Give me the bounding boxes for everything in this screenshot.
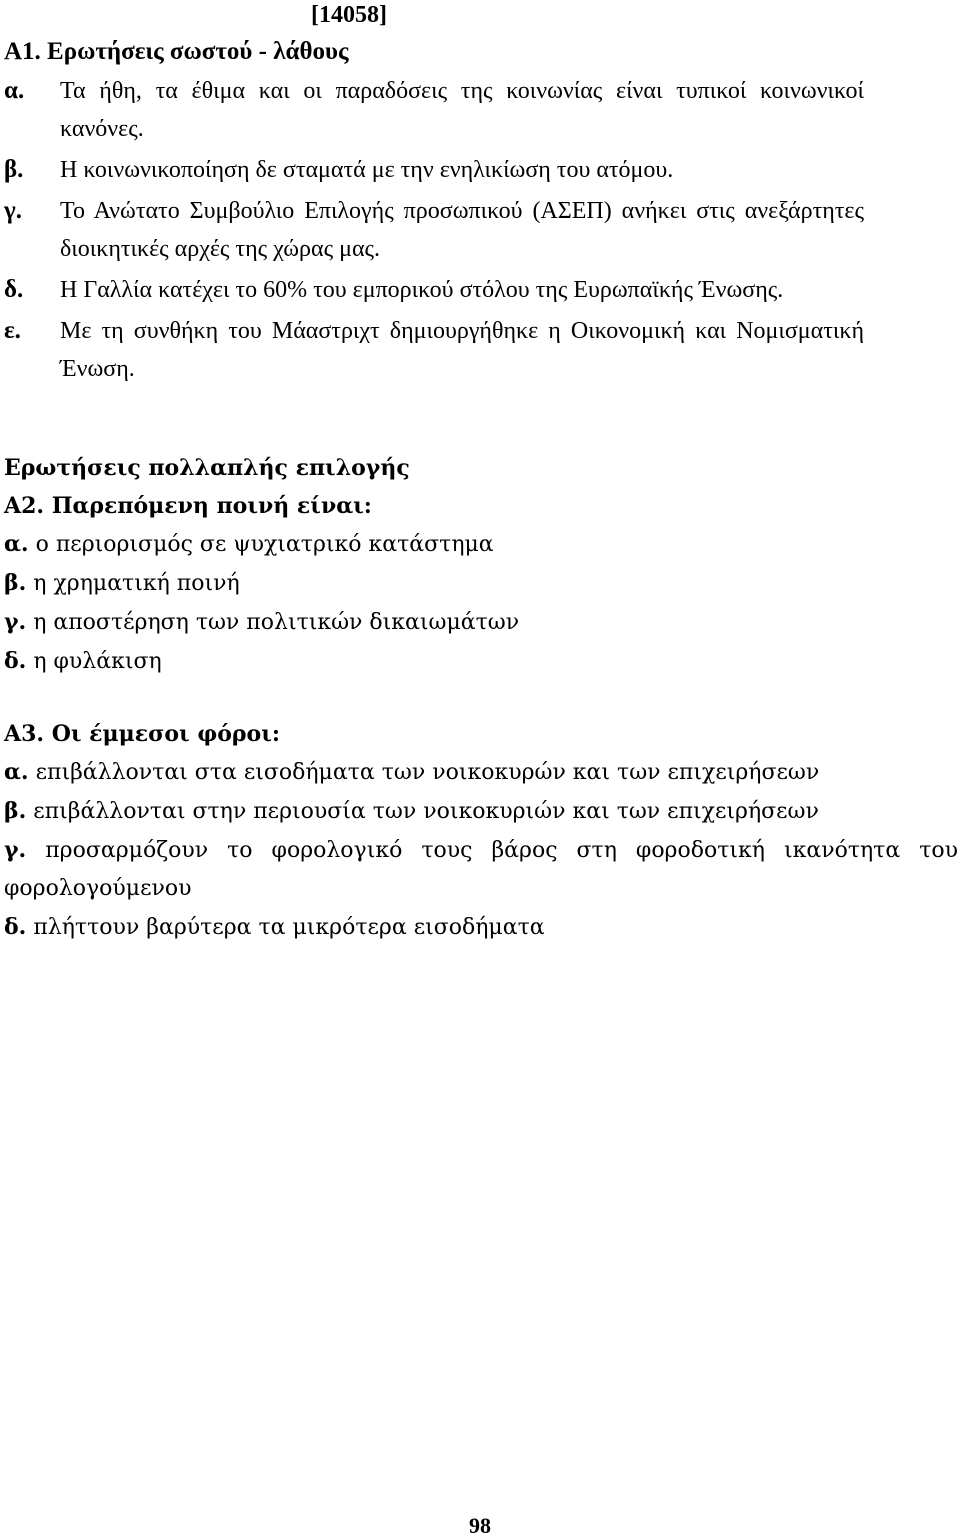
option-letter: α. [4,531,29,557]
option-letter: γ. [4,609,27,635]
option-item [4,603,958,642]
option-text: επιβάλλονται στα εισοδήματα των νοικοκυρών και των επιχειρήσεων [35,760,820,785]
item-letter: β. [4,156,24,183]
question-a2: Α2. Παρεπόμενη ποινή είναι: [4,493,372,519]
true-false-list [4,72,864,391]
item-letter: δ. [4,276,24,303]
item-text: Τα ήθη, τα έθιμα και οι παραδόσεις της κοινωνίας είναι τυπικοί κοινωνικοί κανόνες. [60,78,864,142]
option-item [4,564,958,603]
option-text: επιβάλλονται στην περιουσία των νοικοκυριών και των επιχειρήσεων [33,799,819,824]
option-text: η αποστέρηση των πολιτικών δικαιωμάτων [33,610,520,635]
true-false-item [4,271,864,309]
option-text: η χρηματική ποινή [33,571,240,596]
question-a3: Α3. Οι έμμεσοι φόροι: [4,721,280,747]
item-letter: γ. [4,197,22,224]
item-text: Η Γαλλία κατέχει το 60% του εμπορικού στόλου της Ευρωπαϊκής Ένωσης. [60,277,784,303]
option-item [4,753,958,792]
true-false-item [4,151,864,189]
item-text: Με τη συνθήκη του Μάαστριχτ δημιουργήθηκε η Οικονομική και Νομισματική Ένωση. [60,318,864,382]
question-code: [14058] [311,2,387,28]
option-letter: δ. [4,648,27,674]
option-letter: β. [4,570,27,596]
option-letter: α. [4,759,29,785]
option-letter: β. [4,798,27,824]
option-letter: γ. [4,837,27,863]
item-text: Η κοινωνικοποίηση δε σταματά με την ενηλικίωση του ατόμου. [60,157,674,183]
true-false-item [4,312,864,388]
option-item [4,792,958,831]
option-item [4,525,958,564]
option-item [4,908,958,947]
multiple-choice-a3 [4,715,958,947]
option-text: προσαρμόζουν το φορολογικό τους βάρος στη φοροδοτική ικανότητα του φορολογούμενου [4,838,958,901]
page-number: 98 [469,1513,491,1538]
true-false-item [4,192,864,268]
section-heading-multiple-choice: Ερωτήσεις πολλαπλής επιλογής [4,455,410,481]
option-text: ο περιορισμός σε ψυχιατρικό κατάστημα [35,532,494,557]
true-false-item [4,72,864,148]
item-letter: α. [4,77,25,104]
option-item [4,831,958,908]
multiple-choice-a2 [4,449,958,681]
item-text: Το Ανώτατο Συμβούλιο Επιλογής προσωπικού (ΑΣΕΠ) ανήκει στις ανεξάρτητες διοικητικές αρχές της χώρας μας. [60,198,864,262]
section-heading-true-false: Α1. Ερωτήσεις σωστού - λάθους [4,38,349,65]
option-item [4,642,958,681]
option-text: πλήττουν βαρύτερα τα μικρότερα εισοδήματα [33,915,545,940]
option-letter: δ. [4,914,27,940]
option-text: η φυλάκιση [33,649,162,674]
item-letter: ε. [4,317,21,344]
